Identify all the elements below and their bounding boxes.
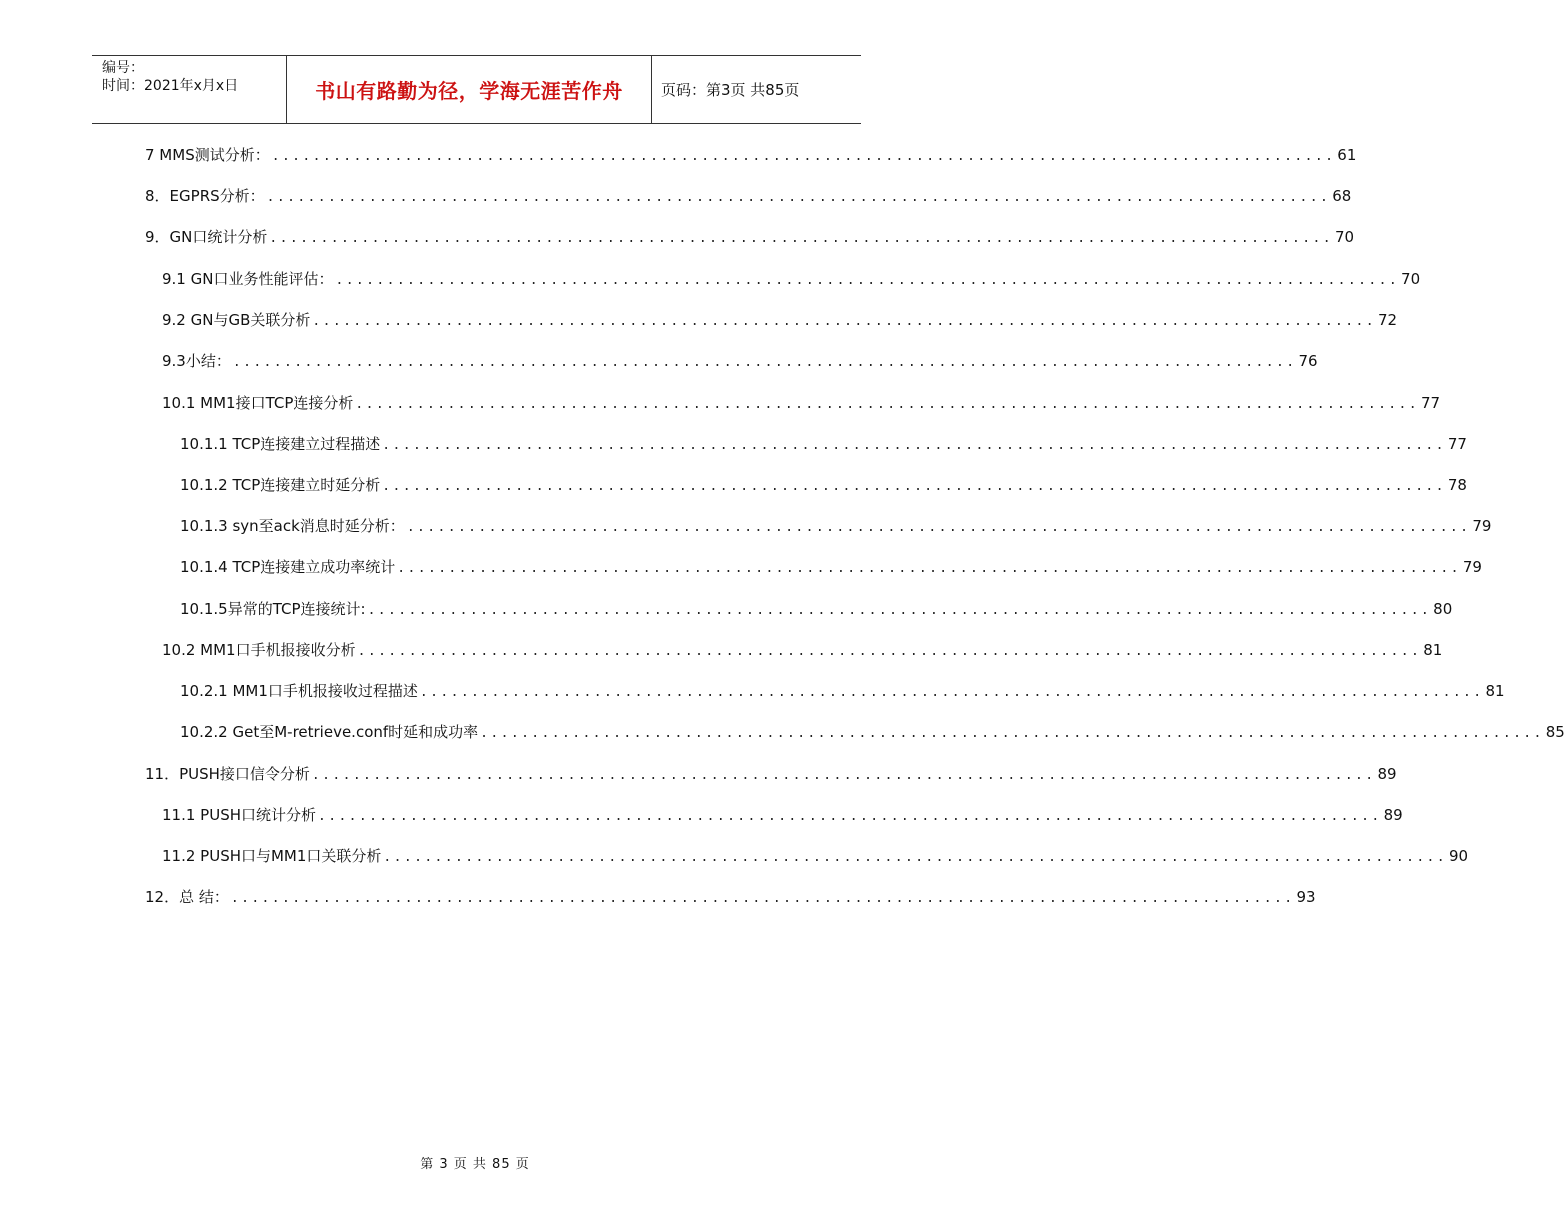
toc-entry-page: 76 (1298, 352, 1318, 370)
toc-entry[interactable] (145, 143, 1357, 167)
toc-entry-title: 10.1.2 TCP连接建立时延分析 (180, 476, 381, 494)
toc-leader-dots: ........................................................................................................ (269, 231, 1333, 246)
toc-entry-title: 7 MMS测试分析： (145, 146, 270, 164)
toc-leader-dots: ........................................................................................................ (232, 355, 1297, 370)
toc-entry-page: 61 (1337, 146, 1357, 164)
toc-entry[interactable] (162, 803, 1403, 827)
toc-entry-page: 77 (1447, 435, 1467, 453)
toc-entry-page: 90 (1449, 847, 1469, 865)
toc-leader-dots: ........................................................................................................ (382, 438, 1446, 453)
toc-entry-title: 10.1.3 syn至ack消息时延分析： (180, 517, 405, 535)
toc-entry-page: 70 (1334, 228, 1355, 246)
toc-entry[interactable] (162, 638, 1443, 662)
toc-entry-title: 9.1 GN口业务性能评估： (162, 270, 334, 288)
toc-entry-page: 70 (1401, 270, 1421, 288)
toc-leader-dots: ........................................................................................................ (397, 561, 1461, 576)
toc-entry-title: 8．EGPRS分析： (145, 187, 265, 205)
toc-entry-page: 78 (1447, 476, 1467, 494)
toc-entry[interactable] (162, 267, 1421, 291)
toc-entry[interactable] (180, 720, 1565, 744)
toc-entry[interactable] (162, 391, 1441, 415)
toc-leader-dots: ........................................................................................................ (480, 726, 1544, 741)
toc-leader-dots: ........................................................................................................ (266, 190, 1331, 205)
toc-entry-title: 9.3小结： (162, 352, 231, 370)
toc-entry[interactable] (180, 432, 1467, 456)
toc-leader-dots: ........................................................................................................ (335, 273, 1400, 288)
toc-entry-title: 11.2 PUSH口与MM1口关联分析 (162, 847, 382, 865)
header-page-cell (651, 56, 861, 123)
toc-entry[interactable] (162, 349, 1318, 373)
toc-entry-page: 80 (1433, 600, 1453, 618)
toc-entry[interactable] (145, 184, 1352, 208)
header-table (92, 55, 861, 124)
toc-entry-page: 72 (1377, 311, 1398, 329)
toc-entry[interactable] (145, 885, 1316, 909)
toc-entry-title: 9．GN口统计分析 (145, 228, 268, 246)
toc-leader-dots: ........................................................................................................ (355, 397, 1419, 412)
toc-entry-page: 79 (1472, 517, 1492, 535)
toc-entry[interactable] (162, 308, 1398, 332)
code-label: 编号： (102, 60, 144, 76)
toc-entry[interactable] (180, 514, 1492, 538)
toc-leader-dots: ........................................................................................................ (311, 768, 1376, 783)
toc-entry-title: 11．PUSH接口信令分析 (145, 765, 310, 783)
toc-entry-title: 10.1.5异常的TCP连接统计: (180, 600, 366, 618)
toc-entry[interactable] (180, 679, 1505, 703)
toc-entry[interactable] (180, 473, 1467, 497)
toc-entry-page: 89 (1383, 806, 1403, 824)
toc-entry-page: 85 (1545, 723, 1565, 741)
toc-entry[interactable] (180, 597, 1453, 621)
toc-entry-title: 12．总 结： (145, 888, 229, 906)
toc-entry-title: 9.2 GN与GB关联分析 (162, 311, 311, 329)
header-page-number: 页码：第3页 共85页 (661, 81, 800, 99)
toc-leader-dots: ........................................................................................................ (382, 479, 1446, 494)
toc-entry[interactable] (145, 225, 1355, 249)
toc-leader-dots: ........................................................................................................ (271, 149, 1336, 164)
page-footer: 第 3 页 共 85 页 (420, 1157, 530, 1172)
header-meta-cell (92, 56, 286, 123)
toc-entry-title: 10.1 MM1接口TCP连接分析 (162, 394, 354, 412)
toc-entry-page: 81 (1423, 641, 1443, 659)
toc-entry-title: 10.1.1 TCP连接建立过程描述 (180, 435, 381, 453)
toc-entry[interactable] (162, 844, 1469, 868)
toc-entry-page: 81 (1485, 682, 1505, 700)
toc-leader-dots: ........................................................................................................ (406, 520, 1471, 535)
toc-leader-dots: ........................................................................................................ (357, 644, 1422, 659)
toc-entry[interactable] (180, 555, 1482, 579)
toc-entry-title: 10.2 MM1口手机报接收分析 (162, 641, 356, 659)
toc-leader-dots: ........................................................................................................ (230, 891, 1295, 906)
time-label: 时间：2021年x月x日 (102, 78, 239, 94)
header-motto-cell (286, 56, 652, 123)
toc-leader-dots: ........................................................................................................ (383, 850, 1447, 865)
toc-entry-title: 10.2.1 MM1口手机报接收过程描述 (180, 682, 418, 700)
toc-leader-dots: ........................................................................................................ (419, 685, 1484, 700)
toc-entry-title: 10.1.4 TCP连接建立成功率统计 (180, 558, 396, 576)
toc-leader-dots: ........................................................................................................ (318, 809, 1382, 824)
toc-entry-page: 77 (1420, 394, 1441, 412)
toc-leader-dots: ........................................................................................................ (312, 314, 1376, 329)
toc-entry-page: 93 (1296, 888, 1316, 906)
toc-entry-page: 89 (1377, 765, 1397, 783)
toc-entry-title: 11.1 PUSH口统计分析 (162, 806, 316, 824)
motto-text: 书山有路勤为径，学海无涯苦作舟 (315, 79, 623, 103)
toc-entry[interactable] (145, 762, 1397, 786)
toc-leader-dots: ........................................................................................................ (367, 603, 1432, 618)
toc-entry-page: 79 (1462, 558, 1482, 576)
toc-entry-page: 68 (1332, 187, 1352, 205)
toc-entry-title: 10.2.2 Get至M-retrieve.conf时延和成功率 (180, 723, 479, 741)
